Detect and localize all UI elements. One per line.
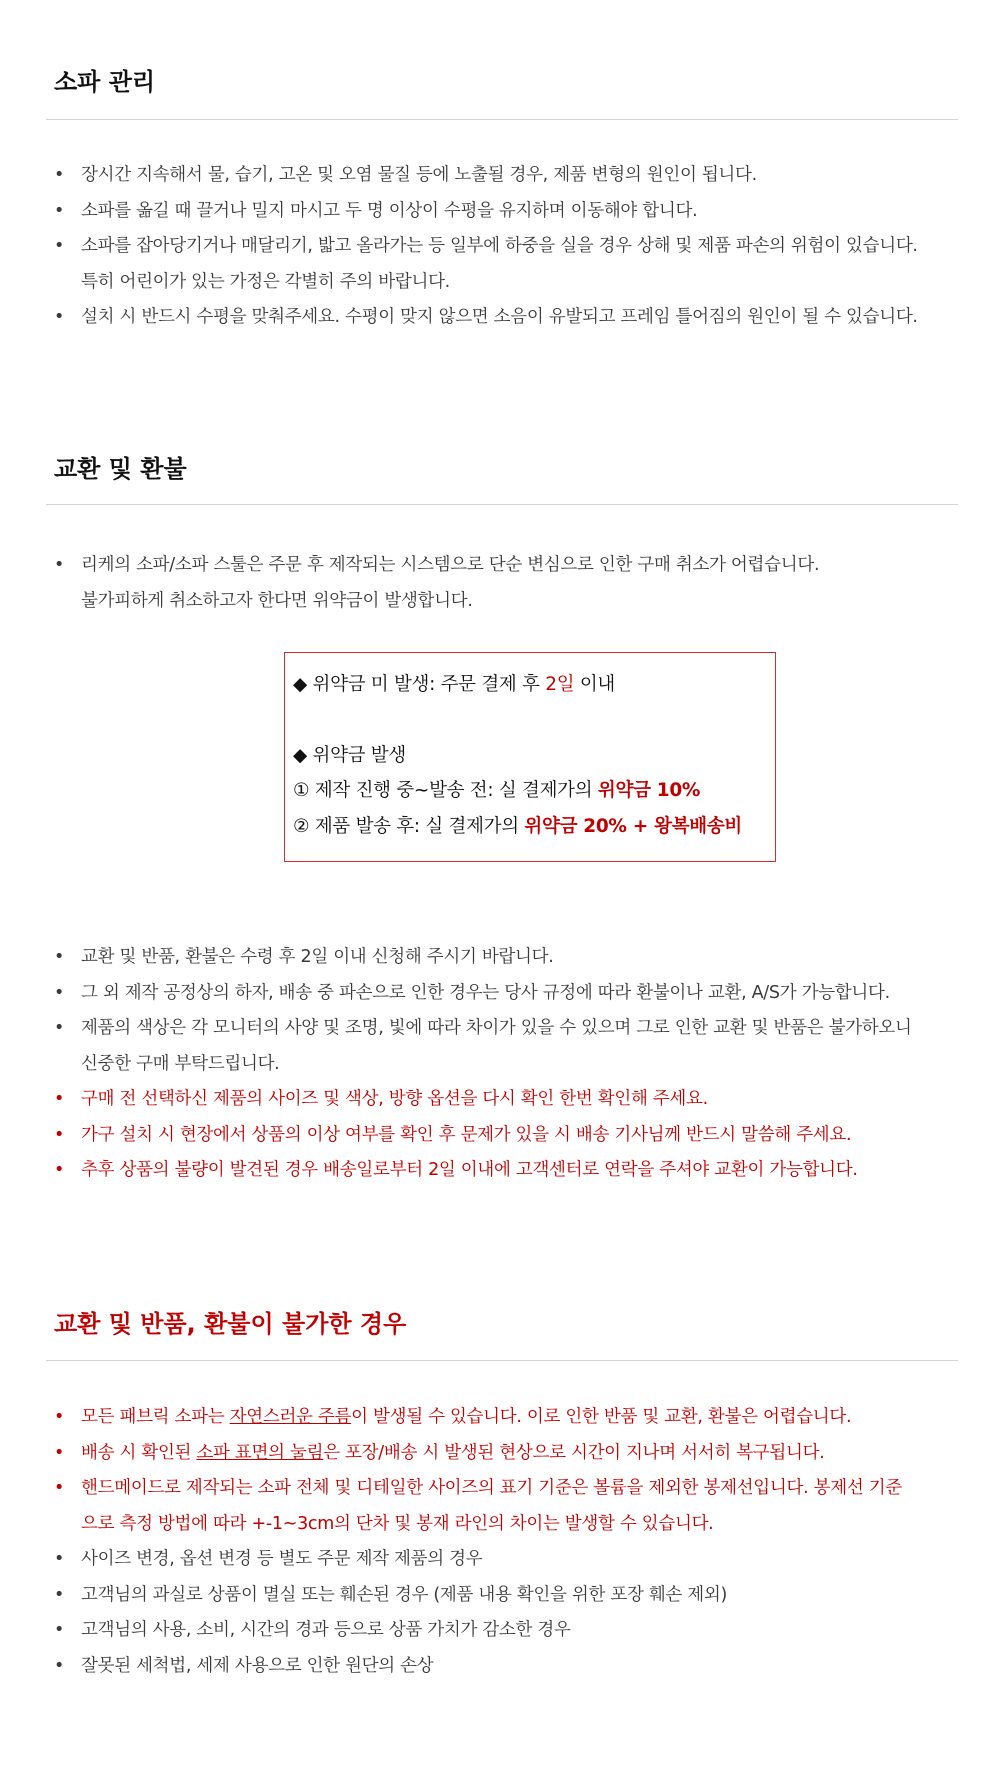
section-title-exchange: 교환 및 환불 [54, 455, 187, 483]
not-allowed-section [54, 1310, 959, 1676]
list-item: • 모든 패브릭 소파는 자연스러운 주름이 발생될 수 있습니다. 이로 인한 반품 및 교환, 환불은 어렵습니다. [54, 1400, 959, 1436]
cancellation-fee-box [284, 652, 776, 862]
list-item: • 사이즈 변경, 옵션 변경 등 별도 주문 제작 제품의 경우 [54, 1542, 959, 1578]
list-item: • 핸드메이드로 제작되는 소파 전체 및 디테일한 사이즈의 표기 기준은 볼륨을 제외한 봉제선입니다. 봉제선 기준 으로 측정 방법에 따라 +-1~3cm의 단차 및 봉재 라인의 차이는 발생할 수 있습니다. [54, 1471, 959, 1542]
sofa-care-section [54, 68, 959, 327]
list-item: • 소파를 옮길 때 끌거나 밀지 마시고 두 명 이상이 수평을 유지하며 이동해야 합니다. [54, 194, 959, 230]
no-fee-line: ◆ 위약금 미 발생: 주문 결제 후 2일 이내 [293, 674, 615, 695]
exchange-section [54, 455, 959, 611]
list-item: • 잘못된 세척법, 세제 사용으로 인한 원단의 손상 [54, 1649, 959, 1685]
divider [46, 119, 958, 120]
list-item: • 추후 상품의 불량이 발견된 경우 배송일로부터 2일 이내에 고객센터로 연락을 주셔야 교환이 가능합니다. [54, 1153, 959, 1189]
list-item: • 그 외 제작 공정상의 하자, 배송 중 파손으로 인한 경우는 당사 규정에 따라 환불이나 교환, A/S가 가능합니다. [54, 976, 959, 1012]
fee-case-1: ① 제작 진행 중~발송 전: 실 결제가의 위약금 10% [293, 780, 701, 801]
list-item: • 리케의 소파/소파 스툴은 주문 후 제작되는 시스템으로 단순 변심으로 인한 구매 취소가 어렵습니다. 불가피하게 취소하고자 한다면 위약금이 발생합니다. [54, 548, 959, 619]
not-allowed-list [54, 1400, 959, 1684]
exchange-list [54, 940, 959, 1189]
exchange-intro-list [54, 548, 959, 619]
list-item: • 구매 전 선택하신 제품의 사이즈 및 색상, 방향 옵션을 다시 확인 한번 확인해 주세요. [54, 1082, 959, 1118]
list-item: • 장시간 지속해서 물, 습기, 고온 및 오염 물질 등에 노출될 경우, 제품 변형의 원인이 됩니다. [54, 158, 959, 194]
list-item: • 고객님의 과실로 상품이 멸실 또는 훼손된 경우 (제품 내용 확인을 위한 포장 훼손 제외) [54, 1578, 959, 1614]
list-item: • 설치 시 반드시 수평을 맞춰주세요. 수평이 맞지 않으면 소음이 유발되고 프레임 틀어짐의 원인이 될 수 있습니다. [54, 300, 959, 336]
section-title-not-allowed: 교환 및 반품, 환불이 불가한 경우 [54, 1310, 407, 1338]
list-item: • 제품의 색상은 각 모니터의 사양 및 조명, 빛에 따라 차이가 있을 수 있으며 그로 인한 교환 및 반품은 불가하오니 신중한 구매 부탁드립니다. [54, 1011, 959, 1082]
sofa-care-list [54, 158, 959, 336]
list-item: • 배송 시 확인된 소파 표면의 눌림은 포장/배송 시 발생된 현상으로 시간이 지나며 서서히 복구됩니다. [54, 1436, 959, 1472]
list-item: • 교환 및 반품, 환불은 수령 후 2일 이내 신청해 주시기 바랍니다. [54, 940, 959, 976]
list-item: • 고객님의 사용, 소비, 시간의 경과 등으로 상품 가치가 감소한 경우 [54, 1613, 959, 1649]
fee-heading: ◆ 위약금 발생 [293, 744, 406, 766]
list-item: • 소파를 잡아당기거나 매달리기, 밟고 올라가는 등 일부에 하중을 실을 경우 상해 및 제품 파손의 위험이 있습니다. 특히 어린이가 있는 가정은 각별히 주의 바랍니다. [54, 229, 959, 300]
fee-case-2: ② 제품 발송 후: 실 결제가의 위약금 20% + 왕복배송비 [293, 815, 742, 837]
divider [46, 1360, 958, 1361]
list-item: • 가구 설치 시 현장에서 상품의 이상 여부를 확인 후 문제가 있을 시 배송 기사님께 반드시 말씀해 주세요. [54, 1118, 959, 1154]
divider [46, 504, 958, 505]
section-title-sofa-care: 소파 관리 [54, 68, 156, 96]
